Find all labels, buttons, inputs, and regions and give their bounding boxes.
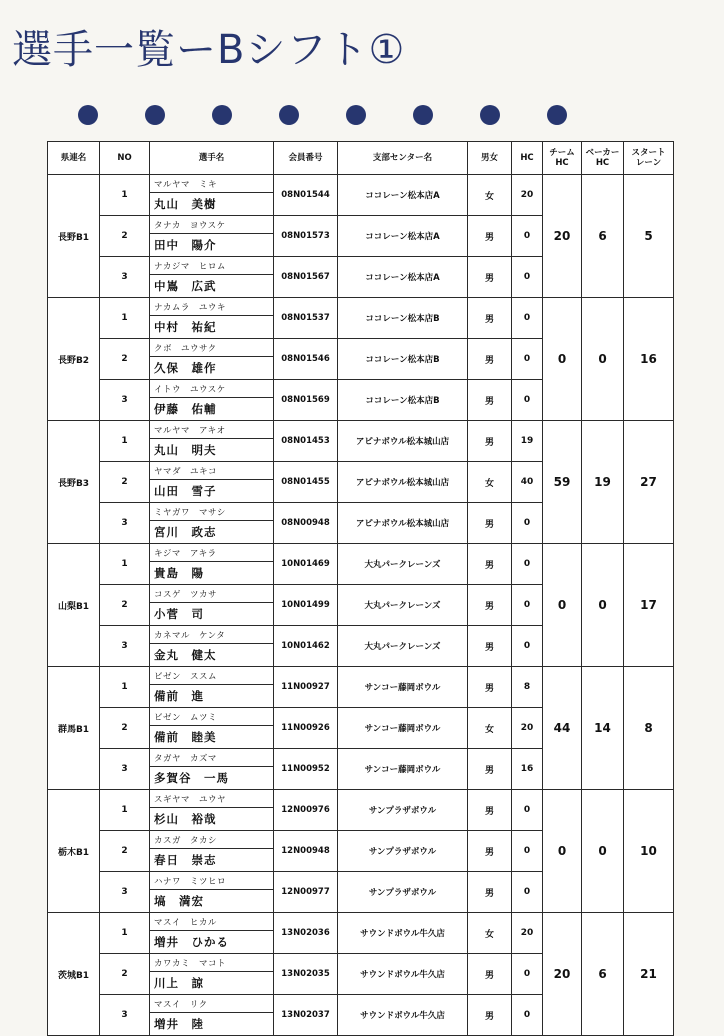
hc-cell: 19: [512, 421, 543, 462]
hc-cell: 0: [512, 298, 543, 339]
gender-cell: 男: [468, 995, 512, 1036]
center-name-cell: アピナボウル松本城山店: [338, 462, 468, 503]
prefecture-cell: 長野B2: [48, 298, 100, 421]
header-start-lane: スタート レーン: [624, 142, 674, 175]
table-row: [48, 667, 674, 685]
player-name-cell: 山田 雪子: [150, 480, 274, 503]
hc-cell: 0: [512, 380, 543, 421]
start-lane-cell: 27: [624, 421, 674, 544]
hc-cell: 0: [512, 872, 543, 913]
table-row: [48, 544, 674, 562]
player-name-cell: 丸山 美樹: [150, 193, 274, 216]
hc-cell: 0: [512, 954, 543, 995]
baker-hc-cell: 6: [582, 913, 624, 1036]
hc-cell: 20: [512, 708, 543, 749]
team-hc-cell: 0: [543, 790, 582, 913]
start-lane-cell: 10: [624, 790, 674, 913]
hc-cell: 0: [512, 339, 543, 380]
member-number-cell: 08N01537: [274, 298, 338, 339]
player-kana-cell: マスイ リク: [150, 995, 274, 1013]
hc-cell: 20: [512, 175, 543, 216]
member-number-cell: 08N01453: [274, 421, 338, 462]
player-name-cell: 田中 陽介: [150, 234, 274, 257]
player-kana-cell: コスゲ ツカサ: [150, 585, 274, 603]
member-number-cell: 08N01455: [274, 462, 338, 503]
team-hc-cell: 20: [543, 175, 582, 298]
player-kana-cell: ナカムラ ユウキ: [150, 298, 274, 316]
center-name-cell: 大丸パークレーンズ: [338, 544, 468, 585]
header-player-name: 選手名: [150, 142, 274, 175]
table-header-row: [48, 142, 674, 175]
gender-cell: 男: [468, 585, 512, 626]
player-kana-cell: カスガ タカシ: [150, 831, 274, 849]
player-no-cell: 3: [100, 626, 150, 667]
player-no-cell: 2: [100, 831, 150, 872]
gender-cell: 女: [468, 913, 512, 954]
gender-cell: 男: [468, 831, 512, 872]
player-no-cell: 2: [100, 339, 150, 380]
center-name-cell: アピナボウル松本城山店: [338, 421, 468, 462]
prefecture-cell: 茨城B1: [48, 913, 100, 1036]
member-number-cell: 10N01462: [274, 626, 338, 667]
hc-cell: 40: [512, 462, 543, 503]
player-kana-cell: ビゼン ムツミ: [150, 708, 274, 726]
gender-cell: 男: [468, 257, 512, 298]
dot-ornament: [547, 105, 567, 125]
player-kana-cell: マルヤマ アキオ: [150, 421, 274, 439]
player-kana-cell: カワカミ マコト: [150, 954, 274, 972]
baker-hc-cell: 0: [582, 298, 624, 421]
player-no-cell: 3: [100, 257, 150, 298]
player-no-cell: 1: [100, 175, 150, 216]
player-name-cell: 増井 ひかる: [150, 931, 274, 954]
player-name-cell: 杉山 裕哉: [150, 808, 274, 831]
header-member-number: 会員番号: [274, 142, 338, 175]
member-number-cell: 08N01569: [274, 380, 338, 421]
member-number-cell: 13N02037: [274, 995, 338, 1036]
player-no-cell: 3: [100, 995, 150, 1036]
member-number-cell: 08N01567: [274, 257, 338, 298]
dot-ornament: [480, 105, 500, 125]
start-lane-cell: 16: [624, 298, 674, 421]
hc-cell: 0: [512, 503, 543, 544]
player-no-cell: 2: [100, 708, 150, 749]
player-no-cell: 3: [100, 380, 150, 421]
gender-cell: 男: [468, 216, 512, 257]
gender-cell: 男: [468, 339, 512, 380]
table-row: [48, 175, 674, 193]
prefecture-cell: 山梨B1: [48, 544, 100, 667]
player-name-cell: 増井 陸: [150, 1013, 274, 1036]
player-no-cell: 2: [100, 462, 150, 503]
baker-hc-cell: 0: [582, 544, 624, 667]
page-title: 選手一覧ーBシフト①: [12, 27, 406, 73]
center-name-cell: サンプラザボウル: [338, 872, 468, 913]
gender-cell: 男: [468, 872, 512, 913]
prefecture-cell: 長野B1: [48, 175, 100, 298]
gender-cell: 女: [468, 175, 512, 216]
member-number-cell: 10N01499: [274, 585, 338, 626]
player-no-cell: 3: [100, 872, 150, 913]
player-kana-cell: タガヤ カズマ: [150, 749, 274, 767]
start-lane-cell: 21: [624, 913, 674, 1036]
player-no-cell: 1: [100, 667, 150, 708]
table-row: [48, 790, 674, 808]
gender-cell: 男: [468, 667, 512, 708]
center-name-cell: サンプラザボウル: [338, 790, 468, 831]
prefecture-cell: 栃木B1: [48, 790, 100, 913]
hc-cell: 0: [512, 626, 543, 667]
player-no-cell: 1: [100, 544, 150, 585]
member-number-cell: 12N00976: [274, 790, 338, 831]
baker-hc-cell: 14: [582, 667, 624, 790]
center-name-cell: ココレーン松本店A: [338, 257, 468, 298]
center-name-cell: アピナボウル松本城山店: [338, 503, 468, 544]
player-name-cell: 久保 雄作: [150, 357, 274, 380]
player-kana-cell: キジマ アキラ: [150, 544, 274, 562]
player-name-cell: 塙 満宏: [150, 890, 274, 913]
hc-cell: 0: [512, 257, 543, 298]
gender-cell: 男: [468, 626, 512, 667]
hc-cell: 0: [512, 585, 543, 626]
player-name-cell: 宮川 政志: [150, 521, 274, 544]
gender-cell: 男: [468, 503, 512, 544]
dot-ornament: [78, 105, 98, 125]
player-no-cell: 3: [100, 749, 150, 790]
center-name-cell: サンコー藤岡ボウル: [338, 667, 468, 708]
player-kana-cell: タナカ ヨウスケ: [150, 216, 274, 234]
member-number-cell: 08N01573: [274, 216, 338, 257]
center-name-cell: ココレーン松本店B: [338, 298, 468, 339]
player-kana-cell: ナカジマ ヒロム: [150, 257, 274, 275]
team-hc-cell: 0: [543, 298, 582, 421]
header-gender: 男女: [468, 142, 512, 175]
hc-cell: 16: [512, 749, 543, 790]
team-hc-cell: 59: [543, 421, 582, 544]
player-table: [47, 141, 674, 1036]
gender-cell: 男: [468, 790, 512, 831]
gender-cell: 男: [468, 298, 512, 339]
dot-ornament: [279, 105, 299, 125]
header-team-hc: チーム HC: [543, 142, 582, 175]
gender-cell: 女: [468, 462, 512, 503]
hc-cell: 8: [512, 667, 543, 708]
prefecture-cell: 長野B3: [48, 421, 100, 544]
member-number-cell: 11N00952: [274, 749, 338, 790]
team-hc-cell: 20: [543, 913, 582, 1036]
member-number-cell: 08N01544: [274, 175, 338, 216]
start-lane-cell: 17: [624, 544, 674, 667]
header-center: 支部センター名: [338, 142, 468, 175]
player-kana-cell: ヤマダ ユキコ: [150, 462, 274, 480]
center-name-cell: サウンドボウル牛久店: [338, 995, 468, 1036]
player-no-cell: 1: [100, 421, 150, 462]
player-no-cell: 2: [100, 585, 150, 626]
gender-cell: 女: [468, 708, 512, 749]
start-lane-cell: 8: [624, 667, 674, 790]
center-name-cell: サウンドボウル牛久店: [338, 913, 468, 954]
table-row: [48, 298, 674, 316]
center-name-cell: ココレーン松本店A: [338, 216, 468, 257]
player-kana-cell: マルヤマ ミキ: [150, 175, 274, 193]
dot-ornament: [145, 105, 165, 125]
dot-row: [0, 105, 724, 129]
player-no-cell: 3: [100, 503, 150, 544]
gender-cell: 男: [468, 544, 512, 585]
player-name-cell: 中嶌 広武: [150, 275, 274, 298]
baker-hc-cell: 6: [582, 175, 624, 298]
player-name-cell: 金丸 健太: [150, 644, 274, 667]
hc-cell: 0: [512, 790, 543, 831]
player-name-cell: 春日 崇志: [150, 849, 274, 872]
player-name-cell: 伊藤 佑輔: [150, 398, 274, 421]
hc-cell: 0: [512, 831, 543, 872]
player-name-cell: 貴島 陽: [150, 562, 274, 585]
player-kana-cell: カネマル ケンタ: [150, 626, 274, 644]
dot-ornament: [413, 105, 433, 125]
center-name-cell: サンコー藤岡ボウル: [338, 749, 468, 790]
baker-hc-cell: 19: [582, 421, 624, 544]
team-hc-cell: 44: [543, 667, 582, 790]
player-no-cell: 1: [100, 298, 150, 339]
header-baker-hc: ベーカー HC: [582, 142, 624, 175]
hc-cell: 20: [512, 913, 543, 954]
member-number-cell: 10N01469: [274, 544, 338, 585]
start-lane-cell: 5: [624, 175, 674, 298]
player-kana-cell: イトウ ユウスケ: [150, 380, 274, 398]
player-name-cell: 小菅 司: [150, 603, 274, 626]
dot-ornament: [212, 105, 232, 125]
player-no-cell: 2: [100, 216, 150, 257]
header-hc: HC: [512, 142, 543, 175]
hc-cell: 0: [512, 995, 543, 1036]
player-kana-cell: ミヤガワ マサシ: [150, 503, 274, 521]
member-number-cell: 13N02035: [274, 954, 338, 995]
center-name-cell: ココレーン松本店A: [338, 175, 468, 216]
member-number-cell: 11N00927: [274, 667, 338, 708]
dot-ornament: [346, 105, 366, 125]
center-name-cell: サウンドボウル牛久店: [338, 954, 468, 995]
header-no: NO: [100, 142, 150, 175]
player-kana-cell: スギヤマ ユウヤ: [150, 790, 274, 808]
table-row: [48, 421, 674, 439]
player-name-cell: 川上 諒: [150, 972, 274, 995]
table-row: [48, 913, 674, 931]
center-name-cell: ココレーン松本店B: [338, 380, 468, 421]
player-name-cell: 多賀谷 一馬: [150, 767, 274, 790]
player-name-cell: 備前 進: [150, 685, 274, 708]
member-number-cell: 08N01546: [274, 339, 338, 380]
gender-cell: 男: [468, 380, 512, 421]
player-kana-cell: ビゼン ススム: [150, 667, 274, 685]
gender-cell: 男: [468, 954, 512, 995]
player-name-cell: 備前 睦美: [150, 726, 274, 749]
player-no-cell: 1: [100, 913, 150, 954]
player-kana-cell: ハナワ ミツヒロ: [150, 872, 274, 890]
team-hc-cell: 0: [543, 544, 582, 667]
player-kana-cell: マスイ ヒカル: [150, 913, 274, 931]
player-no-cell: 1: [100, 790, 150, 831]
hc-cell: 0: [512, 544, 543, 585]
hc-cell: 0: [512, 216, 543, 257]
member-number-cell: 08N00948: [274, 503, 338, 544]
center-name-cell: 大丸パークレーンズ: [338, 585, 468, 626]
member-number-cell: 12N00977: [274, 872, 338, 913]
baker-hc-cell: 0: [582, 790, 624, 913]
player-kana-cell: クボ ユウサク: [150, 339, 274, 357]
gender-cell: 男: [468, 421, 512, 462]
prefecture-cell: 群馬B1: [48, 667, 100, 790]
player-name-cell: 中村 祐紀: [150, 316, 274, 339]
center-name-cell: サンプラザボウル: [338, 831, 468, 872]
gender-cell: 男: [468, 749, 512, 790]
member-number-cell: 12N00948: [274, 831, 338, 872]
player-no-cell: 2: [100, 954, 150, 995]
player-name-cell: 丸山 明夫: [150, 439, 274, 462]
center-name-cell: ココレーン松本店B: [338, 339, 468, 380]
member-number-cell: 13N02036: [274, 913, 338, 954]
center-name-cell: サンコー藤岡ボウル: [338, 708, 468, 749]
member-number-cell: 11N00926: [274, 708, 338, 749]
header-prefecture: 県連名: [48, 142, 100, 175]
center-name-cell: 大丸パークレーンズ: [338, 626, 468, 667]
